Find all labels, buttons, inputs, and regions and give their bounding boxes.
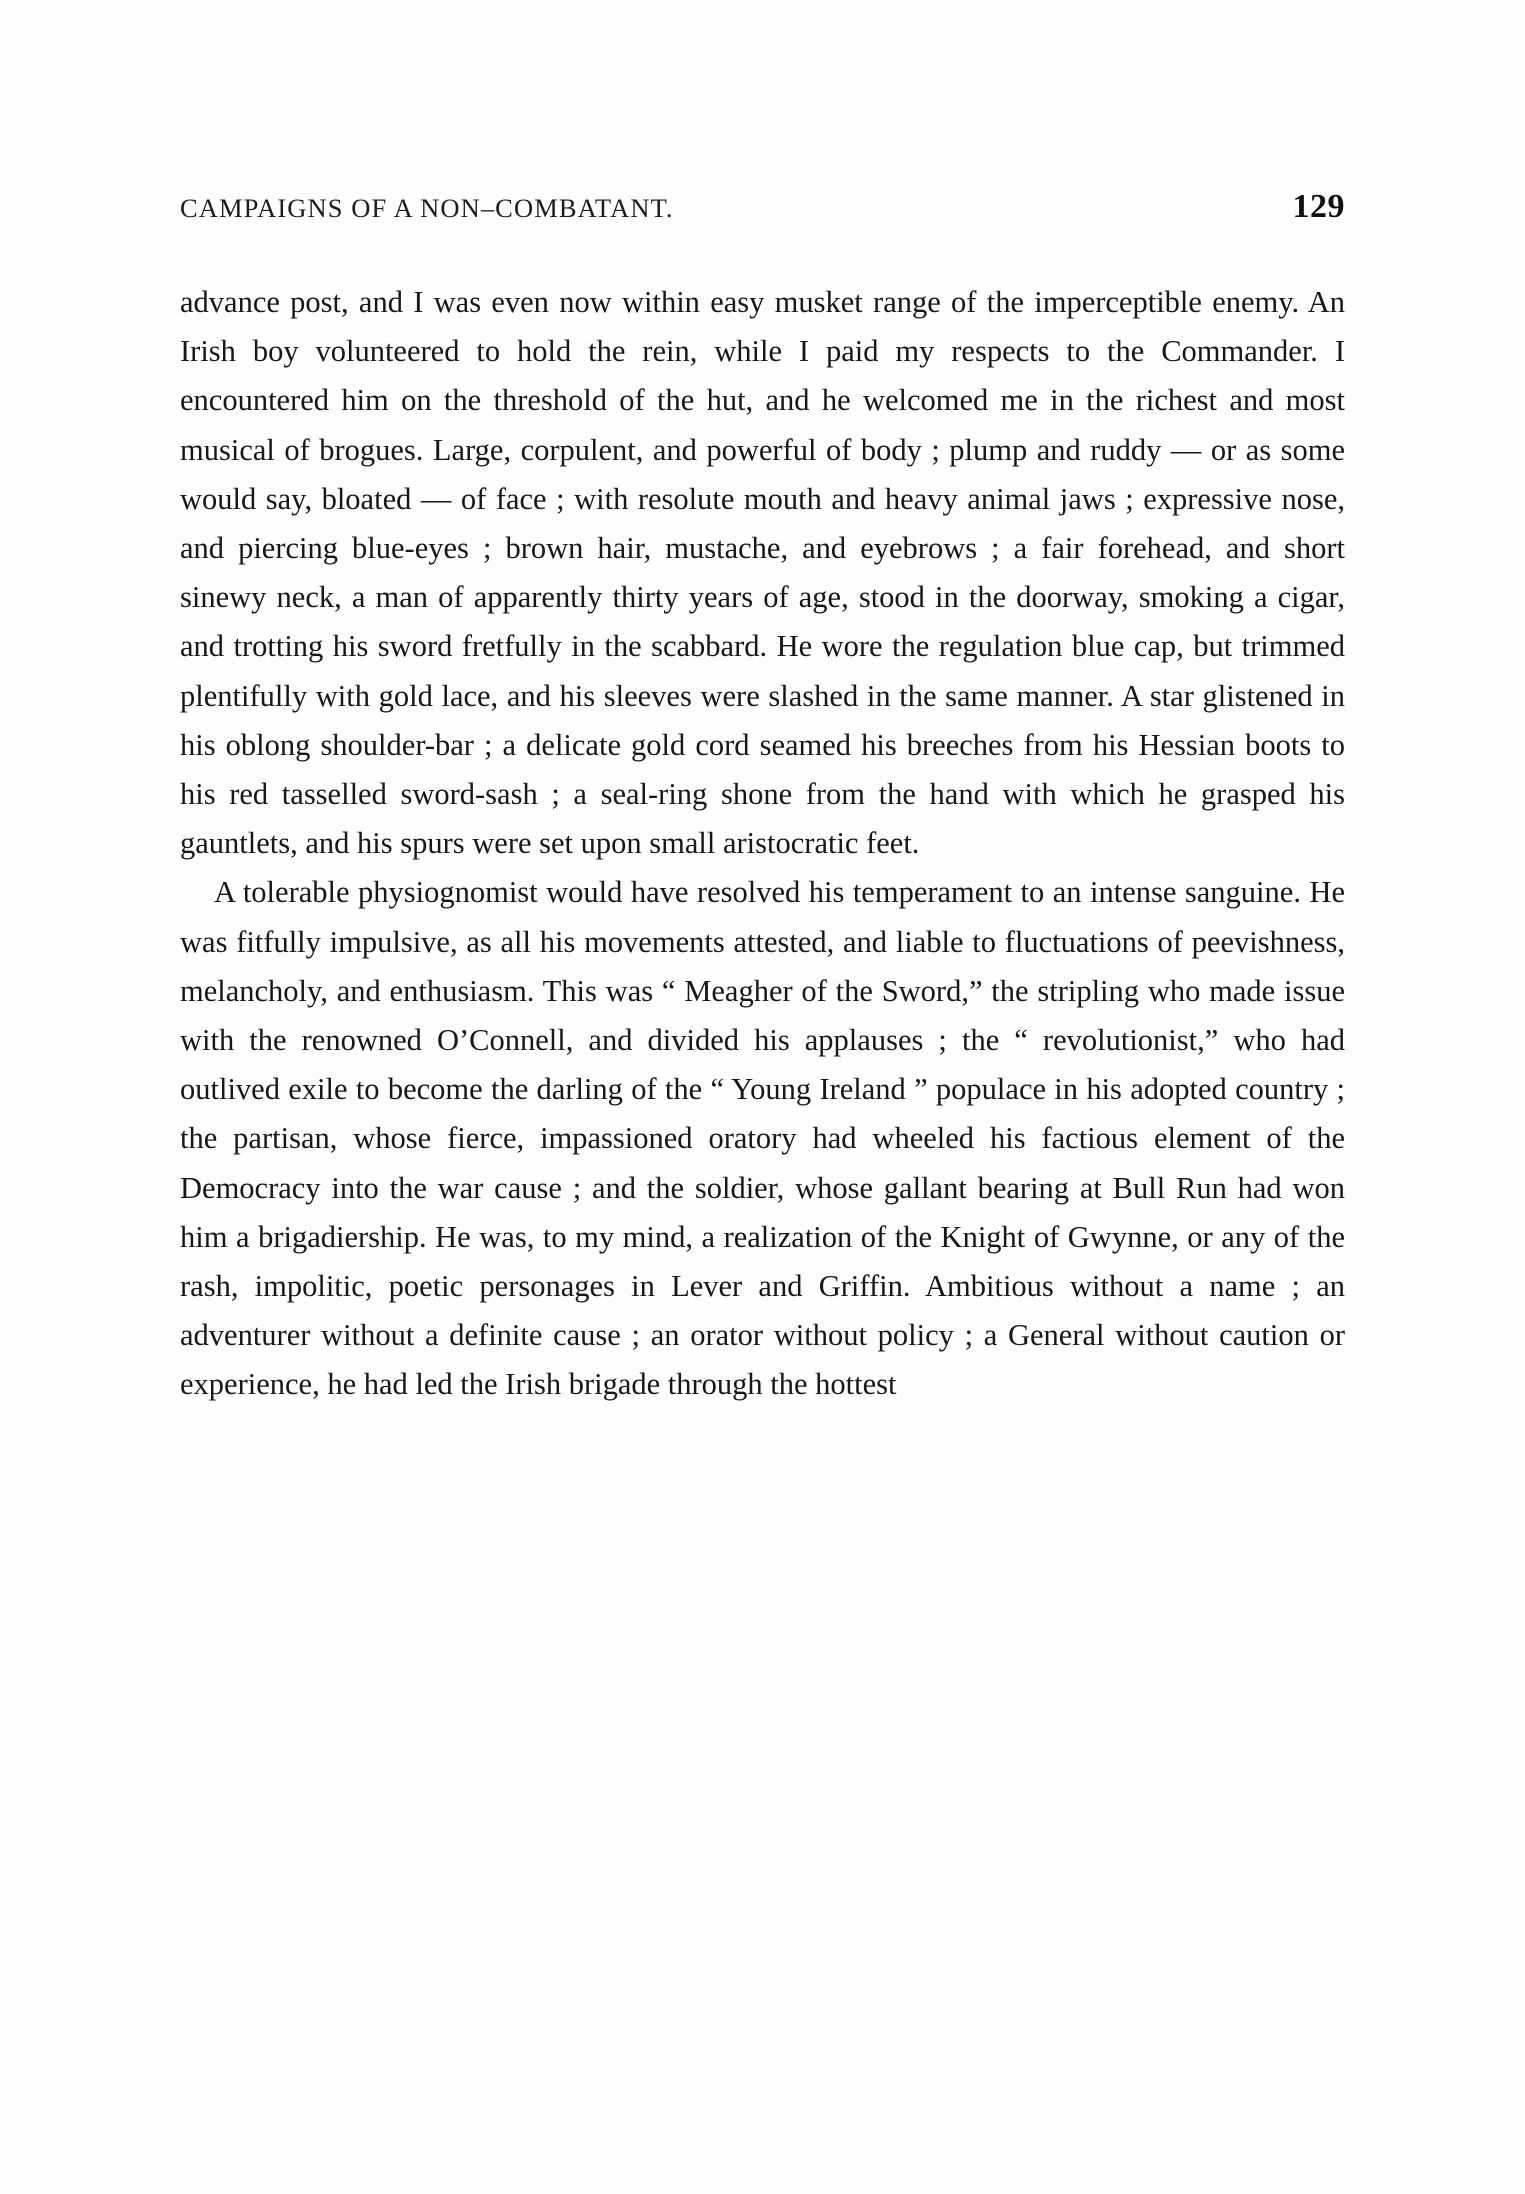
- page-number: 129: [1292, 188, 1345, 225]
- paragraph: advance post, and I was even now within easy musket range of the imperceptible enemy. An Irish boy volunteered to hold the rein, while I paid my respects to the Commander. I encountered him on the threshold of the hut, and he welcomed me in the richest and most musical of brogues. Large, corpulent, and powerful of body ; plump and ruddy — or as some would say, bloated — of face ; with resolute mouth and heavy animal jaws ; expressive nose, and piercing blue-eyes ; brown hair, mustache, and eyebrows ; a fair forehead, and short sinewy neck, a man of apparently thirty years of age, stood in the doorway, smoking a cigar, and trotting his sword fretfully in the scabbard. He wore the regulation blue cap, but trimmed plentifully with gold lace, and his sleeves were slashed in the same manner. A star glistened in his oblong shoulder-bar ; a delicate gold cord seamed his breeches from his Hessian boots to his red tasselled sword-sash ; a seal-ring shone from the hand with which he grasped his gauntlets, and his spurs were set upon small aristocratic feet.: [180, 285, 1345, 861]
- body-text: [180, 278, 1345, 1410]
- page-header: [180, 188, 1345, 226]
- paragraph: A tolerable physiognomist would have resolved his temperament to an intense sanguine. He was fitfully impulsive, as all his movements attested, and liable to fluctuations of peevishness, melancholy, and enthusiasm. This was “ Meagher of the Sword,” the stripling who made issue with the renowned O’Connell, and divided his applauses ; the “ revolutionist,” who had outlived exile to become the darling of the “ Young Ireland ” populace in his adopted country ; the partisan, whose fierce, impassioned oratory had wheeled his factious element of the Democracy into the war cause ; and the soldier, whose gallant bearing at Bull Run had won him a brigadiership. He was, to my mind, a realization of the Knight of Gwynne, or any of the rash, impolitic, poetic personages in Lever and Griffin. Ambitious without a name ; an adventurer without a definite cause ; an orator without policy ; a General without caution or experience, he had led the Irish brigade through the hottest: [180, 875, 1345, 1402]
- running-head: CAMPAIGNS OF A NON–COMBATANT.: [180, 193, 674, 223]
